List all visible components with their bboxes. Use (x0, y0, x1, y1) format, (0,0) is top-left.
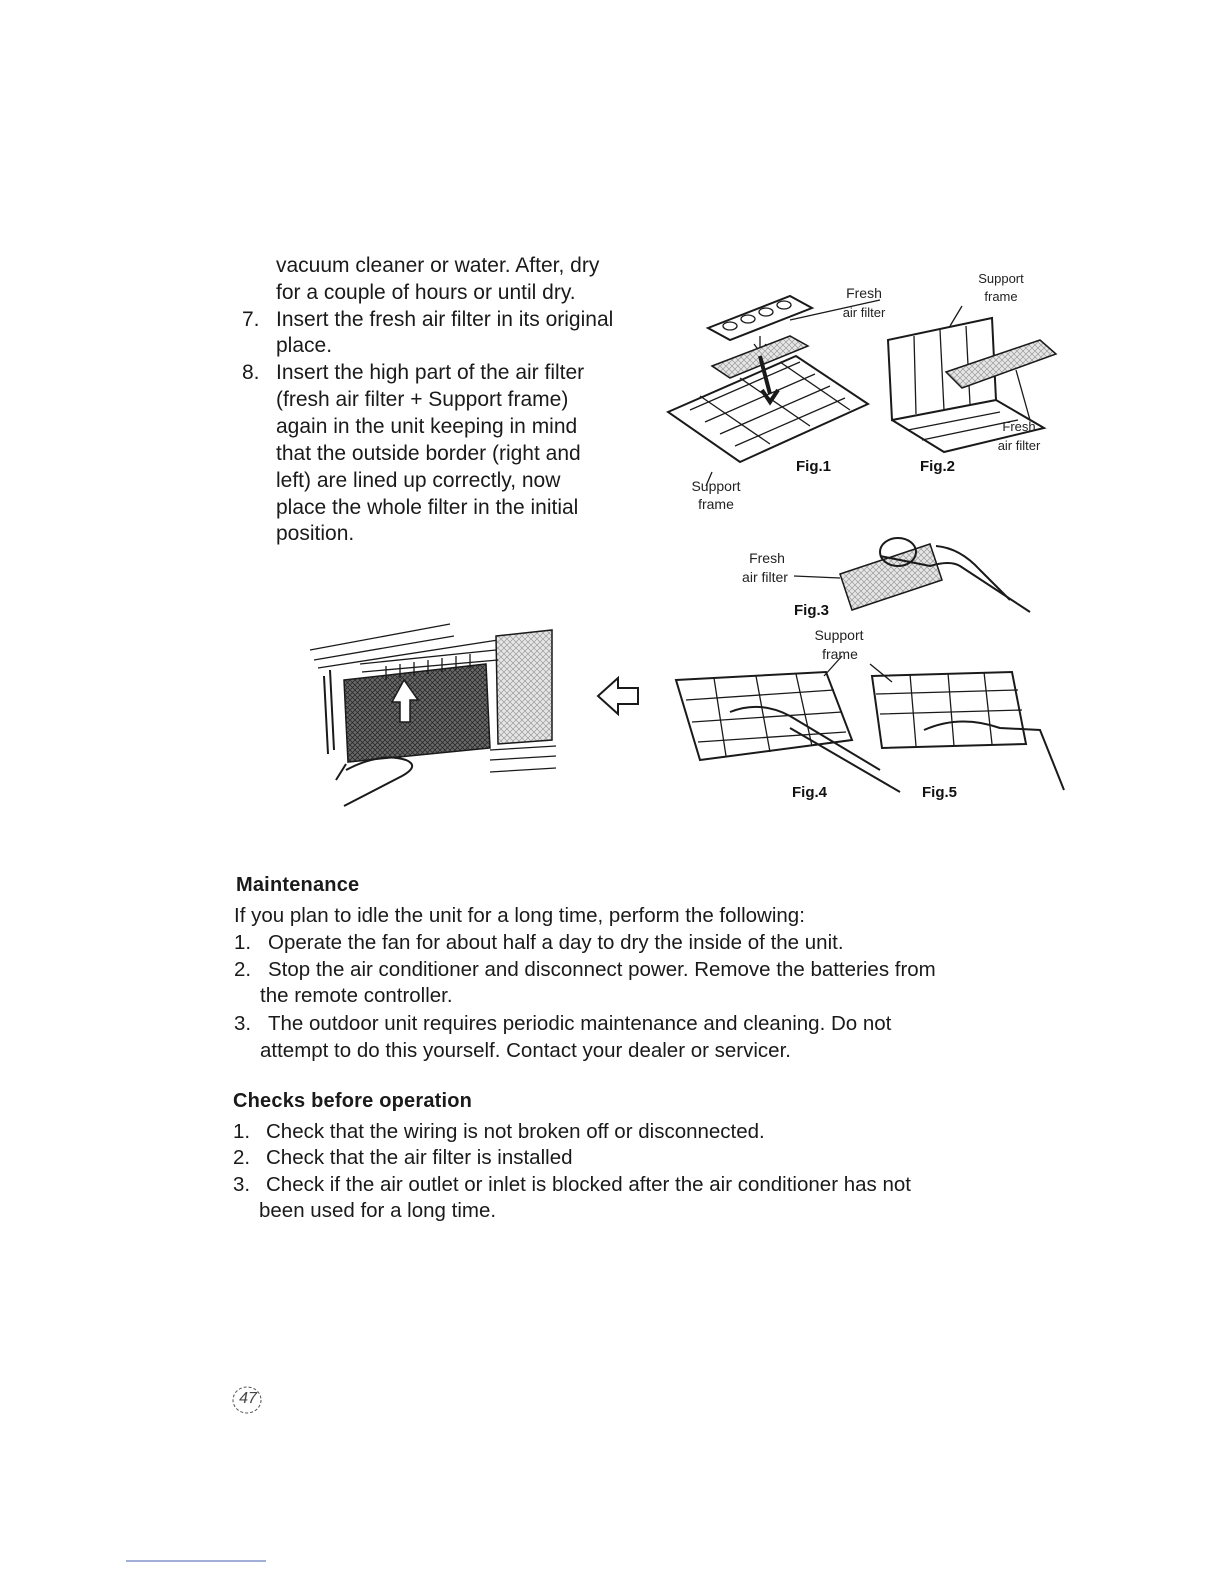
checks-item-3-line-2: been used for a long time. (259, 1199, 497, 1222)
maintenance-item-3-line-2: attempt to do this yourself. Contact your dealer or servicer. (260, 1039, 791, 1062)
fig4-caption: Fig.4 (792, 784, 828, 801)
step-8-line-6: place the whole filter in the initial (276, 496, 579, 519)
step-8-line-5: left) are lined up correctly, now (276, 469, 561, 492)
page-number: 47 (239, 1390, 257, 1407)
checks-heading: Checks before operation (233, 1090, 473, 1112)
step-8-line-4: that the outside border (right and (276, 442, 581, 465)
maintenance-item-2-line-1: Stop the air conditioner and disconnect power. Remove the batteries from (268, 958, 936, 981)
fig1-caption: Fig.1 (796, 458, 832, 475)
fig1-fresh-label-1: Fresh (846, 285, 882, 301)
checks-item-2-number: 2. (233, 1146, 251, 1169)
fig3-fresh-label-1: Fresh (749, 550, 785, 566)
arrow-left-icon (598, 678, 638, 714)
checks-item-1-number: 1. (233, 1120, 251, 1143)
unit-installation-drawing (310, 624, 556, 806)
checks-item-2-line-1: Check that the air filter is installed (266, 1146, 573, 1169)
maintenance-item-3-number: 3. (234, 1012, 252, 1035)
step-8-line-2: (fresh air filter + Support frame) (276, 388, 569, 411)
maintenance-item-3-line-1: The outdoor unit requires periodic maintenance and cleaning. Do not (268, 1012, 892, 1035)
fig2-support-label-1: Support (978, 271, 1024, 286)
fig2-fresh-label-1: Fresh (1002, 419, 1036, 434)
maintenance-intro: If you plan to idle the unit for a long time, perform the following: (234, 904, 805, 927)
step-7-number: 7. (242, 308, 260, 331)
checks-item-1-line-1: Check that the wiring is not broken off or disconnected. (266, 1120, 765, 1143)
checks-item-3-line-1: Check if the air outlet or inlet is blocked after the air conditioner has not (266, 1173, 911, 1196)
step-8-line-3: again in the unit keeping in mind (276, 415, 578, 438)
step-7-line-2: place. (276, 334, 333, 357)
maintenance-item-1-line-1: Operate the fan for about half a day to dry the inside of the unit. (268, 931, 844, 954)
step-8-line-7: position. (276, 522, 355, 545)
maintenance-heading: Maintenance (236, 874, 360, 896)
continuation-line-1: vacuum cleaner or water. After, dry (276, 254, 600, 277)
checks-item-3-number: 3. (233, 1173, 251, 1196)
continuation-line-2: for a couple of hours or until dry. (276, 281, 576, 304)
fig2-support-label-2: frame (984, 289, 1018, 304)
fig3-drawing (794, 538, 1030, 612)
fig1-fresh-label-2: air filter (842, 305, 886, 320)
fig1-support-label-2: frame (698, 496, 734, 512)
step-7-line-1: Insert the fresh air filter in its original (276, 308, 614, 331)
fig2-fresh-label-2: air filter (997, 438, 1041, 453)
fig2-caption: Fig.2 (920, 458, 956, 475)
fig45-drawing (676, 656, 1064, 792)
maintenance-item-2-number: 2. (234, 958, 252, 981)
fig1-support-label-1: Support (691, 478, 741, 494)
fig3-caption: Fig.3 (794, 602, 830, 619)
maintenance-item-1-number: 1. (234, 931, 252, 954)
fig5-caption: Fig.5 (922, 784, 958, 801)
step-8-line-1: Insert the high part of the air filter (276, 361, 585, 384)
maintenance-item-2-line-2: the remote controller. (260, 984, 453, 1007)
fig1-drawing (668, 296, 880, 486)
fig45-support-label-2: frame (822, 646, 858, 662)
step-8-number: 8. (242, 361, 260, 384)
fig45-support-label-1: Support (814, 627, 864, 643)
fig3-fresh-label-2: air filter (742, 569, 788, 585)
